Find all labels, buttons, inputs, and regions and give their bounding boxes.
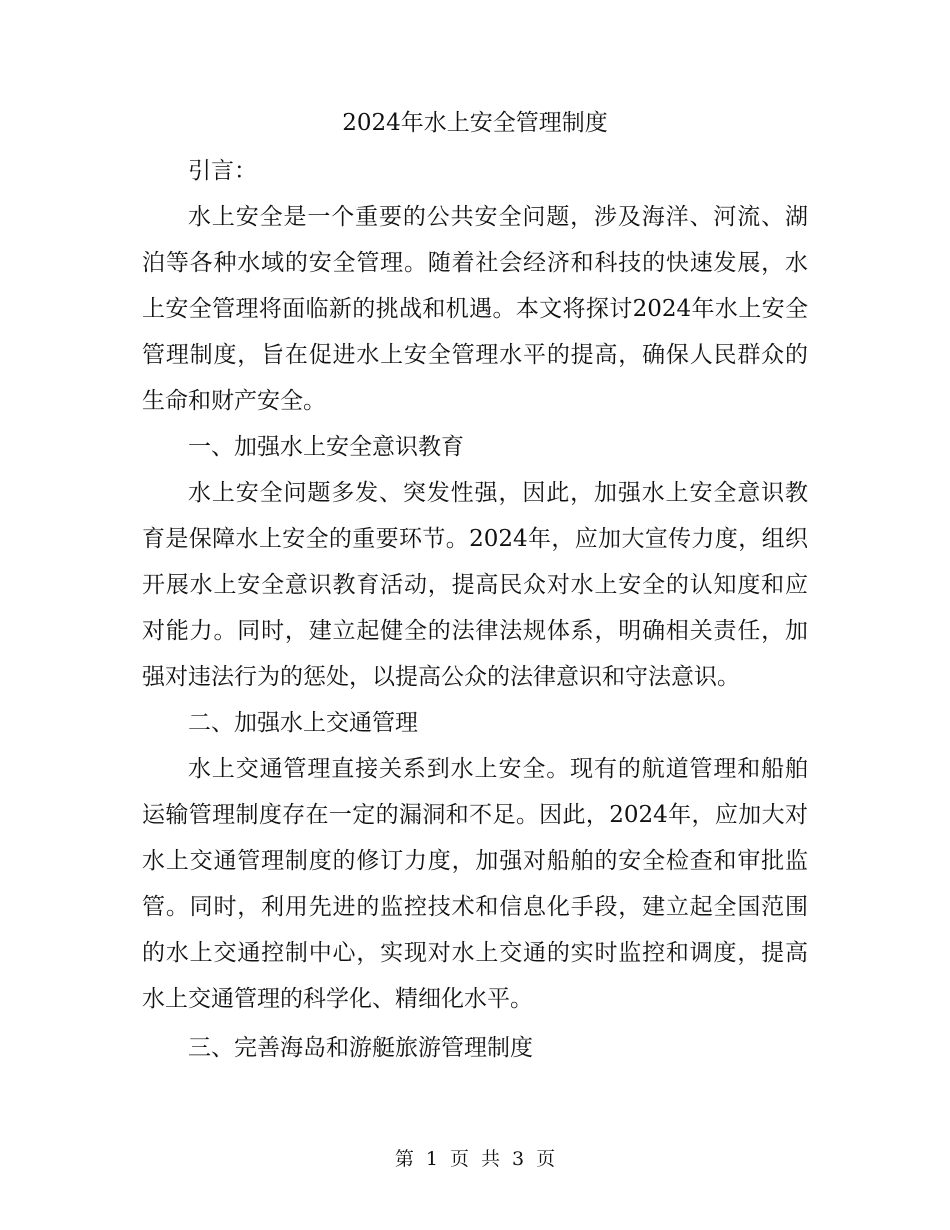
paragraph-intro-label: 引言： xyxy=(188,158,257,184)
page-footer: 第 1 页 共 3 页 xyxy=(394,1148,556,1170)
paragraph-section-2: 水上交通管理直接关系到水上安全。现有的航道管理和船舶运输管理制度存在一定的漏洞和不足。因此，2024年，应加大对水上交通管理制度的修订力度，加强对船舶的安全检查和审批监管。同时，利用先进的监控技术和信息化手段，建立起全国范围的水上交通控制中心，实现对水上交通的实时监控和调度，提高水上交通管理的科学化、精细化水平。 xyxy=(142,756,808,1012)
document-title: 2024年水上安全管理制度 xyxy=(342,110,608,136)
paragraph-intro: 水上安全是一个重要的公共安全问题，涉及海洋、河流、湖泊等各种水域的安全管理。随着社会经济和科技的快速发展，水上安全管理将面临新的挑战和机遇。本文将探讨2024年水上安全管理制度，旨在促进水上安全管理水平的提高，确保人民群众的生命和财产安全。 xyxy=(142,204,808,414)
section-heading-2: 二、加强水上交通管理 xyxy=(188,710,418,736)
section-heading-1: 一、加强水上安全意识教育 xyxy=(188,434,464,460)
paragraph-section-1: 水上安全问题多发、突发性强，因此，加强水上安全意识教育是保障水上安全的重要环节。2024年，应加大宣传力度，组织开展水上安全意识教育活动，提高民众对水上安全的认知度和应对能力。同时，建立起健全的法律法规体系，明确相关责任，加强对违法行为的惩处，以提高公众的法律意识和守法意识。 xyxy=(142,480,808,690)
document-body xyxy=(142,148,808,1071)
section-heading-3: 三、完善海岛和游艇旅游管理制度 xyxy=(188,1035,533,1061)
